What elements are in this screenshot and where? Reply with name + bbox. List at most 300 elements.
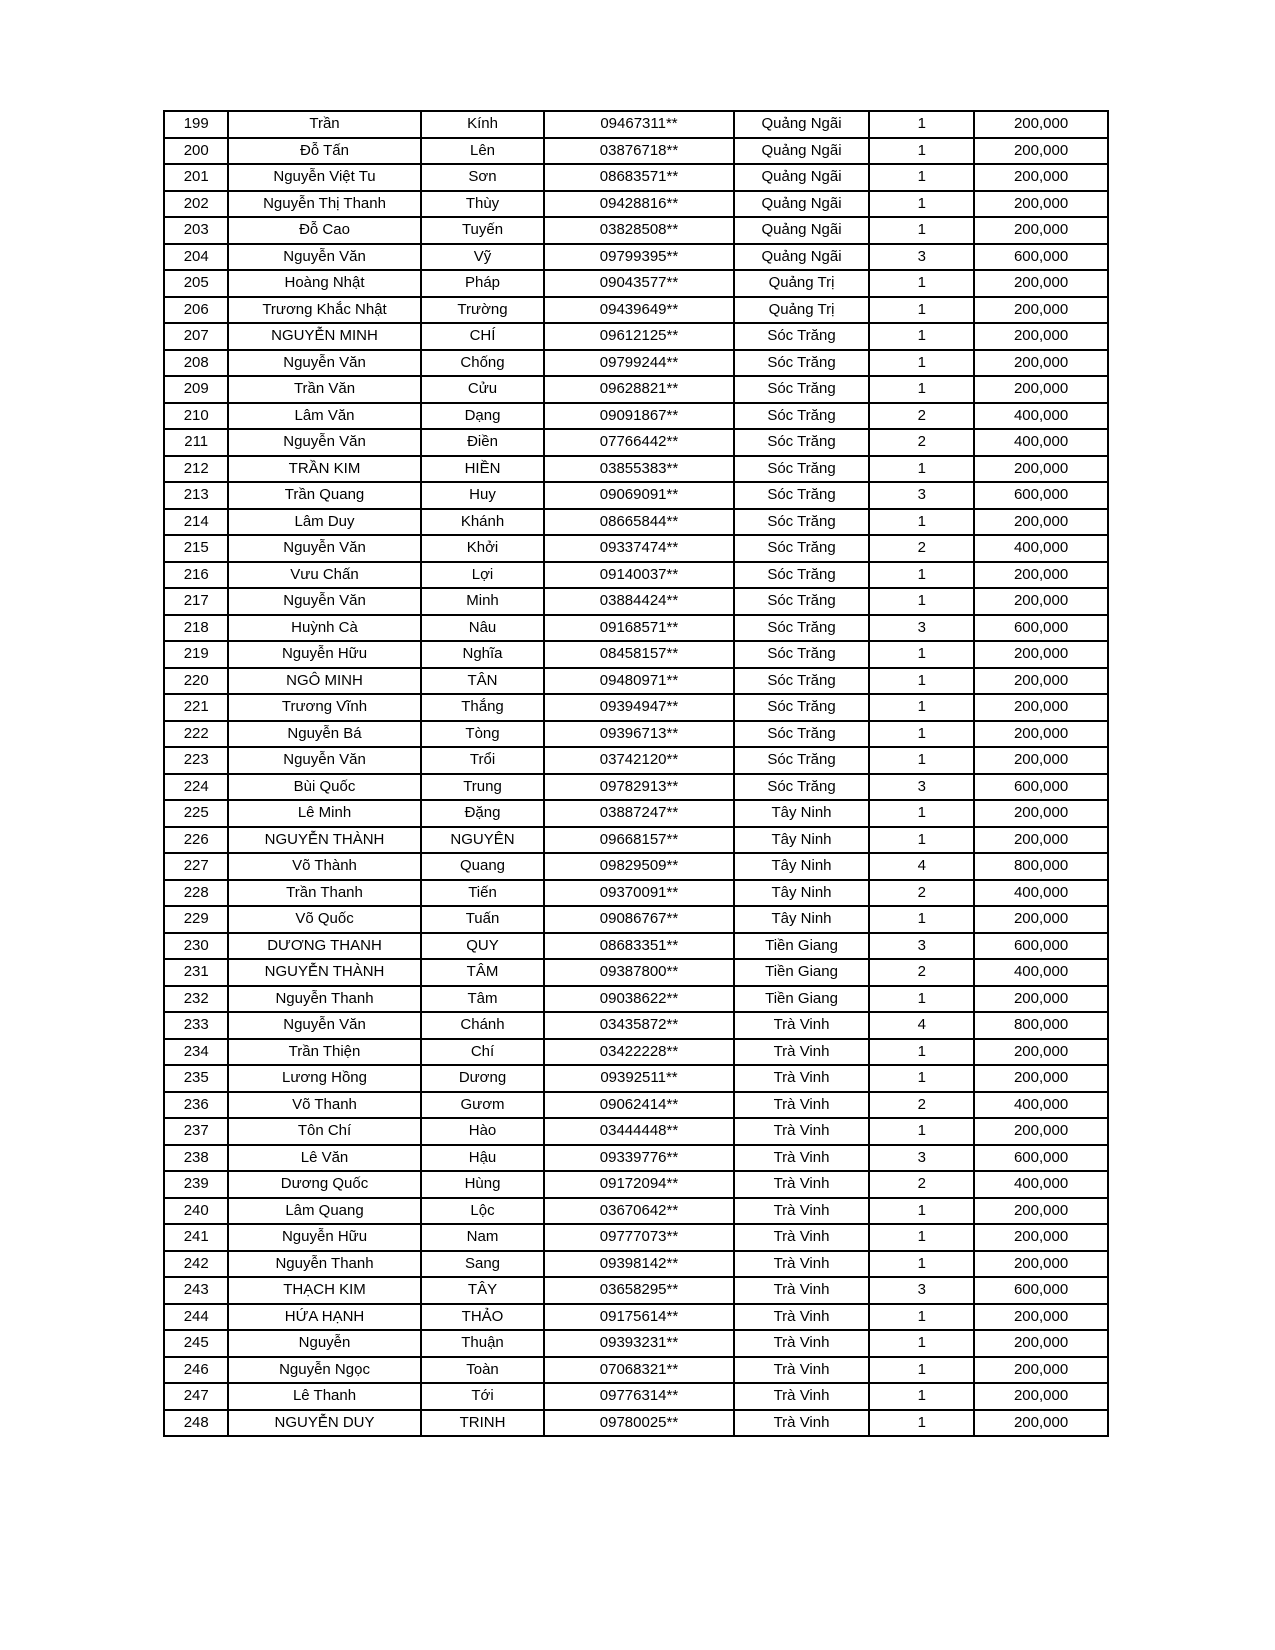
cell-quantity: 1 bbox=[869, 1304, 974, 1331]
table-row bbox=[164, 721, 1108, 748]
cell-given-name: Tâm bbox=[421, 986, 545, 1013]
table-row bbox=[164, 1304, 1108, 1331]
cell-quantity: 1 bbox=[869, 588, 974, 615]
cell-row-number: 222 bbox=[164, 721, 228, 748]
cell-family-middle-name: Nguyễn bbox=[228, 1330, 420, 1357]
table-row bbox=[164, 1357, 1108, 1384]
cell-amount: 200,000 bbox=[974, 1357, 1108, 1384]
table-row bbox=[164, 853, 1108, 880]
cell-amount: 200,000 bbox=[974, 217, 1108, 244]
cell-masked-phone: 07766442** bbox=[544, 429, 733, 456]
cell-family-middle-name: THẠCH KIM bbox=[228, 1277, 420, 1304]
cell-masked-phone: 09612125** bbox=[544, 323, 733, 350]
cell-family-middle-name: Nguyễn Thị Thanh bbox=[228, 191, 420, 218]
cell-province: Trà Vinh bbox=[734, 1224, 870, 1251]
cell-province: Trà Vinh bbox=[734, 1251, 870, 1278]
table-row bbox=[164, 1145, 1108, 1172]
cell-quantity: 3 bbox=[869, 1277, 974, 1304]
cell-province: Quảng Ngãi bbox=[734, 244, 870, 271]
cell-row-number: 230 bbox=[164, 933, 228, 960]
cell-masked-phone: 09777073** bbox=[544, 1224, 733, 1251]
cell-province: Sóc Trăng bbox=[734, 482, 870, 509]
cell-amount: 400,000 bbox=[974, 403, 1108, 430]
cell-amount: 200,000 bbox=[974, 1198, 1108, 1225]
cell-row-number: 207 bbox=[164, 323, 228, 350]
cell-quantity: 1 bbox=[869, 1383, 974, 1410]
cell-province: Quảng Ngãi bbox=[734, 164, 870, 191]
cell-quantity: 1 bbox=[869, 164, 974, 191]
cell-family-middle-name: Trần Thanh bbox=[228, 880, 420, 907]
table-row bbox=[164, 880, 1108, 907]
cell-row-number: 199 bbox=[164, 111, 228, 138]
cell-amount: 200,000 bbox=[974, 1410, 1108, 1437]
cell-amount: 400,000 bbox=[974, 429, 1108, 456]
cell-province: Sóc Trăng bbox=[734, 668, 870, 695]
cell-amount: 200,000 bbox=[974, 111, 1108, 138]
cell-masked-phone: 09480971** bbox=[544, 668, 733, 695]
cell-amount: 200,000 bbox=[974, 641, 1108, 668]
cell-quantity: 2 bbox=[869, 403, 974, 430]
cell-province: Trà Vinh bbox=[734, 1383, 870, 1410]
cell-masked-phone: 03658295** bbox=[544, 1277, 733, 1304]
cell-given-name: Sang bbox=[421, 1251, 545, 1278]
cell-quantity: 1 bbox=[869, 217, 974, 244]
cell-province: Quảng Trị bbox=[734, 297, 870, 324]
cell-province: Trà Vinh bbox=[734, 1410, 870, 1437]
table-row bbox=[164, 1410, 1108, 1437]
cell-given-name: Trung bbox=[421, 774, 545, 801]
cell-given-name: Toàn bbox=[421, 1357, 545, 1384]
cell-province: Trà Vinh bbox=[734, 1118, 870, 1145]
cell-family-middle-name: Nguyễn Thanh bbox=[228, 1251, 420, 1278]
cell-province: Sóc Trăng bbox=[734, 535, 870, 562]
cell-masked-phone: 09467311** bbox=[544, 111, 733, 138]
cell-given-name: Lợi bbox=[421, 562, 545, 589]
cell-amount: 200,000 bbox=[974, 1383, 1108, 1410]
cell-family-middle-name: Nguyễn Bá bbox=[228, 721, 420, 748]
cell-quantity: 2 bbox=[869, 429, 974, 456]
cell-family-middle-name: Lâm Duy bbox=[228, 509, 420, 536]
cell-family-middle-name: Nguyễn Văn bbox=[228, 588, 420, 615]
table-row bbox=[164, 456, 1108, 483]
cell-amount: 200,000 bbox=[974, 1224, 1108, 1251]
cell-masked-phone: 09387800** bbox=[544, 959, 733, 986]
cell-family-middle-name: Lê Văn bbox=[228, 1145, 420, 1172]
cell-given-name: Chống bbox=[421, 350, 545, 377]
cell-quantity: 2 bbox=[869, 535, 974, 562]
cell-row-number: 227 bbox=[164, 853, 228, 880]
cell-masked-phone: 08458157** bbox=[544, 641, 733, 668]
cell-family-middle-name: Trần Văn bbox=[228, 376, 420, 403]
cell-province: Tây Ninh bbox=[734, 906, 870, 933]
cell-row-number: 233 bbox=[164, 1012, 228, 1039]
cell-row-number: 236 bbox=[164, 1092, 228, 1119]
cell-given-name: THẢO bbox=[421, 1304, 545, 1331]
cell-quantity: 3 bbox=[869, 774, 974, 801]
cell-quantity: 4 bbox=[869, 853, 974, 880]
cell-province: Sóc Trăng bbox=[734, 323, 870, 350]
cell-masked-phone: 09668157** bbox=[544, 827, 733, 854]
cell-masked-phone: 03887247** bbox=[544, 800, 733, 827]
winners-table bbox=[163, 110, 1109, 1437]
cell-row-number: 200 bbox=[164, 138, 228, 165]
cell-given-name: Vỹ bbox=[421, 244, 545, 271]
cell-row-number: 203 bbox=[164, 217, 228, 244]
cell-quantity: 1 bbox=[869, 1118, 974, 1145]
cell-province: Tây Ninh bbox=[734, 800, 870, 827]
table-row bbox=[164, 270, 1108, 297]
cell-given-name: Huy bbox=[421, 482, 545, 509]
cell-masked-phone: 03422228** bbox=[544, 1039, 733, 1066]
cell-amount: 600,000 bbox=[974, 244, 1108, 271]
cell-given-name: Hào bbox=[421, 1118, 545, 1145]
cell-amount: 600,000 bbox=[974, 615, 1108, 642]
cell-given-name: Nghĩa bbox=[421, 641, 545, 668]
cell-row-number: 214 bbox=[164, 509, 228, 536]
cell-given-name: Tuyến bbox=[421, 217, 545, 244]
table-row bbox=[164, 562, 1108, 589]
cell-row-number: 226 bbox=[164, 827, 228, 854]
cell-row-number: 238 bbox=[164, 1145, 228, 1172]
cell-row-number: 204 bbox=[164, 244, 228, 271]
cell-masked-phone: 09172094** bbox=[544, 1171, 733, 1198]
table-row bbox=[164, 297, 1108, 324]
cell-quantity: 1 bbox=[869, 323, 974, 350]
table-row bbox=[164, 1277, 1108, 1304]
cell-masked-phone: 03435872** bbox=[544, 1012, 733, 1039]
cell-family-middle-name: Nguyễn Việt Tu bbox=[228, 164, 420, 191]
cell-province: Trà Vinh bbox=[734, 1330, 870, 1357]
cell-row-number: 208 bbox=[164, 350, 228, 377]
cell-row-number: 220 bbox=[164, 668, 228, 695]
table-row bbox=[164, 1330, 1108, 1357]
cell-amount: 600,000 bbox=[974, 933, 1108, 960]
cell-masked-phone: 09069091** bbox=[544, 482, 733, 509]
cell-masked-phone: 09628821** bbox=[544, 376, 733, 403]
cell-row-number: 213 bbox=[164, 482, 228, 509]
cell-row-number: 225 bbox=[164, 800, 228, 827]
cell-family-middle-name: DƯƠNG THANH bbox=[228, 933, 420, 960]
cell-family-middle-name: Hoàng Nhật bbox=[228, 270, 420, 297]
cell-province: Quảng Ngãi bbox=[734, 191, 870, 218]
cell-row-number: 247 bbox=[164, 1383, 228, 1410]
cell-row-number: 237 bbox=[164, 1118, 228, 1145]
cell-masked-phone: 09776314** bbox=[544, 1383, 733, 1410]
cell-given-name: Dạng bbox=[421, 403, 545, 430]
cell-row-number: 242 bbox=[164, 1251, 228, 1278]
cell-province: Sóc Trăng bbox=[734, 615, 870, 642]
cell-given-name: TÂN bbox=[421, 668, 545, 695]
cell-amount: 200,000 bbox=[974, 1118, 1108, 1145]
table-row bbox=[164, 403, 1108, 430]
cell-family-middle-name: Lương Hồng bbox=[228, 1065, 420, 1092]
cell-quantity: 3 bbox=[869, 933, 974, 960]
cell-family-middle-name: Trương Vĩnh bbox=[228, 694, 420, 721]
cell-family-middle-name: NGUYỄN THÀNH bbox=[228, 959, 420, 986]
table-row bbox=[164, 1224, 1108, 1251]
table-row bbox=[164, 323, 1108, 350]
table-row bbox=[164, 827, 1108, 854]
cell-masked-phone: 09062414** bbox=[544, 1092, 733, 1119]
cell-quantity: 1 bbox=[869, 1039, 974, 1066]
cell-family-middle-name: Đỗ Cao bbox=[228, 217, 420, 244]
cell-family-middle-name: TRẦN KIM bbox=[228, 456, 420, 483]
cell-masked-phone: 09393231** bbox=[544, 1330, 733, 1357]
cell-family-middle-name: Lâm Quang bbox=[228, 1198, 420, 1225]
cell-province: Quảng Ngãi bbox=[734, 111, 870, 138]
cell-province: Tiền Giang bbox=[734, 986, 870, 1013]
cell-amount: 200,000 bbox=[974, 1065, 1108, 1092]
cell-family-middle-name: Trần Quang bbox=[228, 482, 420, 509]
cell-province: Trà Vinh bbox=[734, 1145, 870, 1172]
cell-quantity: 1 bbox=[869, 562, 974, 589]
cell-province: Quảng Trị bbox=[734, 270, 870, 297]
cell-amount: 200,000 bbox=[974, 509, 1108, 536]
table-row bbox=[164, 138, 1108, 165]
table-row bbox=[164, 376, 1108, 403]
cell-row-number: 219 bbox=[164, 641, 228, 668]
cell-row-number: 201 bbox=[164, 164, 228, 191]
cell-province: Trà Vinh bbox=[734, 1012, 870, 1039]
cell-amount: 200,000 bbox=[974, 350, 1108, 377]
cell-family-middle-name: Trần Thiện bbox=[228, 1039, 420, 1066]
cell-quantity: 1 bbox=[869, 641, 974, 668]
cell-quantity: 2 bbox=[869, 1171, 974, 1198]
cell-row-number: 224 bbox=[164, 774, 228, 801]
table-row bbox=[164, 933, 1108, 960]
cell-province: Sóc Trăng bbox=[734, 403, 870, 430]
cell-amount: 400,000 bbox=[974, 1171, 1108, 1198]
cell-amount: 400,000 bbox=[974, 1092, 1108, 1119]
cell-given-name: TÂM bbox=[421, 959, 545, 986]
cell-masked-phone: 03884424** bbox=[544, 588, 733, 615]
cell-family-middle-name: Võ Thanh bbox=[228, 1092, 420, 1119]
cell-amount: 200,000 bbox=[974, 164, 1108, 191]
cell-given-name: Kính bbox=[421, 111, 545, 138]
cell-province: Trà Vinh bbox=[734, 1198, 870, 1225]
cell-given-name: HIỀN bbox=[421, 456, 545, 483]
cell-masked-phone: 09439649** bbox=[544, 297, 733, 324]
cell-amount: 600,000 bbox=[974, 1277, 1108, 1304]
table-row bbox=[164, 429, 1108, 456]
cell-province: Sóc Trăng bbox=[734, 350, 870, 377]
cell-masked-phone: 09168571** bbox=[544, 615, 733, 642]
cell-quantity: 1 bbox=[869, 509, 974, 536]
cell-quantity: 1 bbox=[869, 1224, 974, 1251]
cell-row-number: 234 bbox=[164, 1039, 228, 1066]
cell-amount: 200,000 bbox=[974, 562, 1108, 589]
cell-amount: 200,000 bbox=[974, 747, 1108, 774]
table-row bbox=[164, 615, 1108, 642]
cell-province: Tiền Giang bbox=[734, 933, 870, 960]
cell-province: Trà Vinh bbox=[734, 1357, 870, 1384]
table-row bbox=[164, 986, 1108, 1013]
cell-family-middle-name: Nguyễn Văn bbox=[228, 1012, 420, 1039]
cell-quantity: 1 bbox=[869, 1065, 974, 1092]
cell-family-middle-name: Trần bbox=[228, 111, 420, 138]
cell-province: Trà Vinh bbox=[734, 1304, 870, 1331]
table-row bbox=[164, 959, 1108, 986]
cell-quantity: 1 bbox=[869, 297, 974, 324]
cell-row-number: 215 bbox=[164, 535, 228, 562]
cell-given-name: Điền bbox=[421, 429, 545, 456]
cell-family-middle-name: NGUYỄN THÀNH bbox=[228, 827, 420, 854]
cell-masked-phone: 03828508** bbox=[544, 217, 733, 244]
cell-province: Tây Ninh bbox=[734, 827, 870, 854]
cell-amount: 200,000 bbox=[974, 800, 1108, 827]
cell-row-number: 211 bbox=[164, 429, 228, 456]
cell-masked-phone: 09780025** bbox=[544, 1410, 733, 1437]
cell-given-name: Nam bbox=[421, 1224, 545, 1251]
cell-given-name: Cửu bbox=[421, 376, 545, 403]
cell-row-number: 246 bbox=[164, 1357, 228, 1384]
cell-quantity: 3 bbox=[869, 615, 974, 642]
cell-family-middle-name: Nguyễn Văn bbox=[228, 350, 420, 377]
cell-amount: 200,000 bbox=[974, 191, 1108, 218]
cell-family-middle-name: Võ Quốc bbox=[228, 906, 420, 933]
cell-masked-phone: 08683351** bbox=[544, 933, 733, 960]
cell-masked-phone: 08683571** bbox=[544, 164, 733, 191]
cell-quantity: 3 bbox=[869, 482, 974, 509]
cell-given-name: Quang bbox=[421, 853, 545, 880]
cell-amount: 800,000 bbox=[974, 853, 1108, 880]
cell-province: Sóc Trăng bbox=[734, 562, 870, 589]
cell-family-middle-name: Nguyễn Văn bbox=[228, 535, 420, 562]
cell-row-number: 244 bbox=[164, 1304, 228, 1331]
table-row bbox=[164, 217, 1108, 244]
cell-quantity: 1 bbox=[869, 827, 974, 854]
cell-family-middle-name: Lê Minh bbox=[228, 800, 420, 827]
cell-given-name: Tuấn bbox=[421, 906, 545, 933]
cell-given-name: Tới bbox=[421, 1383, 545, 1410]
table-row bbox=[164, 774, 1108, 801]
cell-province: Quảng Ngãi bbox=[734, 138, 870, 165]
cell-amount: 800,000 bbox=[974, 1012, 1108, 1039]
cell-province: Sóc Trăng bbox=[734, 588, 870, 615]
table-row bbox=[164, 350, 1108, 377]
cell-province: Trà Vinh bbox=[734, 1039, 870, 1066]
cell-masked-phone: 09392511** bbox=[544, 1065, 733, 1092]
cell-masked-phone: 09337474** bbox=[544, 535, 733, 562]
cell-family-middle-name: Nguyễn Thanh bbox=[228, 986, 420, 1013]
cell-family-middle-name: Nguyễn Hữu bbox=[228, 1224, 420, 1251]
cell-quantity: 1 bbox=[869, 1357, 974, 1384]
cell-given-name: Minh bbox=[421, 588, 545, 615]
cell-province: Trà Vinh bbox=[734, 1277, 870, 1304]
cell-given-name: Thắng bbox=[421, 694, 545, 721]
cell-masked-phone: 09370091** bbox=[544, 880, 733, 907]
table-row bbox=[164, 244, 1108, 271]
cell-masked-phone: 03876718** bbox=[544, 138, 733, 165]
table-body bbox=[164, 111, 1108, 1436]
cell-family-middle-name: Nguyễn Ngọc bbox=[228, 1357, 420, 1384]
cell-given-name: Chí bbox=[421, 1039, 545, 1066]
cell-quantity: 1 bbox=[869, 350, 974, 377]
cell-given-name: TÂY bbox=[421, 1277, 545, 1304]
cell-province: Trà Vinh bbox=[734, 1065, 870, 1092]
cell-given-name: NGUYÊN bbox=[421, 827, 545, 854]
cell-quantity: 1 bbox=[869, 694, 974, 721]
table-row bbox=[164, 1251, 1108, 1278]
cell-amount: 200,000 bbox=[974, 1304, 1108, 1331]
table-row bbox=[164, 1118, 1108, 1145]
cell-amount: 200,000 bbox=[974, 138, 1108, 165]
table-row bbox=[164, 509, 1108, 536]
cell-given-name: Lên bbox=[421, 138, 545, 165]
cell-amount: 400,000 bbox=[974, 959, 1108, 986]
table-row bbox=[164, 1383, 1108, 1410]
cell-quantity: 1 bbox=[869, 138, 974, 165]
cell-quantity: 1 bbox=[869, 800, 974, 827]
cell-masked-phone: 09175614** bbox=[544, 1304, 733, 1331]
cell-province: Sóc Trăng bbox=[734, 429, 870, 456]
cell-province: Sóc Trăng bbox=[734, 747, 870, 774]
table-row bbox=[164, 588, 1108, 615]
cell-amount: 200,000 bbox=[974, 906, 1108, 933]
cell-row-number: 232 bbox=[164, 986, 228, 1013]
cell-given-name: Thùy bbox=[421, 191, 545, 218]
table-row bbox=[164, 111, 1108, 138]
cell-masked-phone: 07068321** bbox=[544, 1357, 733, 1384]
table-row bbox=[164, 1012, 1108, 1039]
cell-quantity: 4 bbox=[869, 1012, 974, 1039]
cell-province: Sóc Trăng bbox=[734, 376, 870, 403]
cell-row-number: 209 bbox=[164, 376, 228, 403]
cell-amount: 200,000 bbox=[974, 376, 1108, 403]
cell-masked-phone: 09799244** bbox=[544, 350, 733, 377]
cell-quantity: 1 bbox=[869, 1198, 974, 1225]
table-row bbox=[164, 191, 1108, 218]
cell-masked-phone: 09428816** bbox=[544, 191, 733, 218]
cell-quantity: 2 bbox=[869, 1092, 974, 1119]
cell-province: Tây Ninh bbox=[734, 880, 870, 907]
table-row bbox=[164, 800, 1108, 827]
cell-given-name: QUY bbox=[421, 933, 545, 960]
cell-province: Sóc Trăng bbox=[734, 694, 870, 721]
cell-province: Trà Vinh bbox=[734, 1171, 870, 1198]
cell-amount: 600,000 bbox=[974, 774, 1108, 801]
cell-amount: 400,000 bbox=[974, 880, 1108, 907]
cell-amount: 600,000 bbox=[974, 1145, 1108, 1172]
cell-masked-phone: 09339776** bbox=[544, 1145, 733, 1172]
cell-amount: 200,000 bbox=[974, 270, 1108, 297]
cell-family-middle-name: NGÔ MINH bbox=[228, 668, 420, 695]
cell-quantity: 1 bbox=[869, 270, 974, 297]
cell-family-middle-name: Huỳnh Cà bbox=[228, 615, 420, 642]
cell-province: Sóc Trăng bbox=[734, 774, 870, 801]
cell-row-number: 210 bbox=[164, 403, 228, 430]
cell-given-name: Gươm bbox=[421, 1092, 545, 1119]
cell-given-name: Dương bbox=[421, 1065, 545, 1092]
cell-family-middle-name: Vưu Chấn bbox=[228, 562, 420, 589]
table-row bbox=[164, 906, 1108, 933]
cell-amount: 200,000 bbox=[974, 668, 1108, 695]
cell-masked-phone: 09396713** bbox=[544, 721, 733, 748]
cell-row-number: 202 bbox=[164, 191, 228, 218]
cell-quantity: 1 bbox=[869, 1410, 974, 1437]
cell-row-number: 223 bbox=[164, 747, 228, 774]
cell-quantity: 3 bbox=[869, 244, 974, 271]
cell-given-name: Tòng bbox=[421, 721, 545, 748]
cell-given-name: Hùng bbox=[421, 1171, 545, 1198]
cell-amount: 200,000 bbox=[974, 588, 1108, 615]
table-row bbox=[164, 641, 1108, 668]
cell-family-middle-name: NGUYỄN DUY bbox=[228, 1410, 420, 1437]
cell-masked-phone: 09829509** bbox=[544, 853, 733, 880]
cell-masked-phone: 03742120** bbox=[544, 747, 733, 774]
cell-family-middle-name: Võ Thành bbox=[228, 853, 420, 880]
cell-given-name: Thuận bbox=[421, 1330, 545, 1357]
